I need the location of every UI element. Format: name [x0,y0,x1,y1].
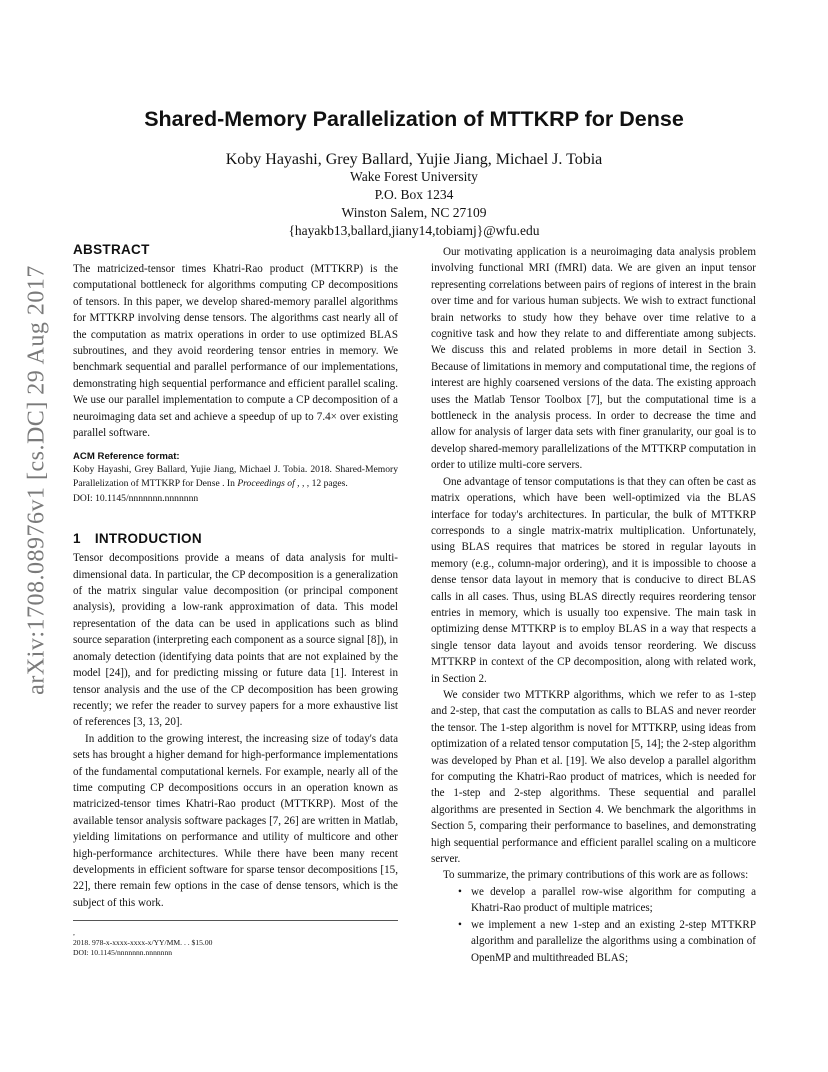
bullet-icon: • [458,886,462,898]
body-paragraph-motivation: Our motivating application is a neuroimaging data analysis problem involving functional MRI (fMRI) data. We are given an input tensor representing correlations between pairs of regions of interest in the brain over time and for various human subjects. We wish to extract functional brain networks to study how they behave over time relative to a cognitive task and how they relate to and differentiate among subjects. We discuss this and related problems in more detail in Section 3. Because of limitations in memory and computational time, the regions of interest are highly coarsened versions of the data. The existing approach uses the Matlab Tensor Toolbox [7], but the computational time is a bottleneck in the analysis process. In order to decrease the time and allow for analysis of larger data sets with finer granularity, our goal is to develop shared-memory parallelizations of the MTTKRP computation in order to utilize multi-core servers. [431,246,756,472]
abstract-heading: ABSTRACT [73,242,150,257]
acm-reference-text [73,463,398,490]
acm-reference-citation: Koby Hayashi, Grey Ballard, Yujie Jiang, Michael J. Tobia. 2018. Shared-Memory Parallelization of MTTKRP for Dense . In [73,464,398,490]
arxiv-identifier-text: arXiv:1708.08976v1 [cs.DC] 29 Aug 2017 [23,265,50,695]
intro-section-number: 1 [73,531,81,547]
footnote-copyright: 2018. 978-x-xxxx-xxxx-x/YY/MM. . . $15.00 [73,938,213,947]
contribution-text: we develop a parallel row-wise algorithm for computing a Khatri-Rao product of multiple matrices; [471,886,756,915]
right-column [431,244,756,884]
arxiv-identifier [12,265,62,695]
contributions-list [431,884,756,966]
footnote [73,928,398,958]
abstract-text: The matricized-tensor times Khatri-Rao product (MTTKRP) is the computational bottleneck for algorithms computing CP decompositions of tensors. In this paper, we develop shared-memory parallel algorithms for MTTKRP involving dense tensors. The algorithms cast nearly all of the computation as matrix operations in order to use optimized BLAS subroutines, and they avoid reordering tensor entries in memory. We benchmark sequential and parallel performance of our implementations, demonstrating high sequential performance and efficient parallel scaling. We use our parallel implementation to compute a CP decomposition of a neuroimaging data set and achieve a speedup of up to 7.4× over existing parallel software. [73,263,398,440]
footnote-doi: DOI: 10.1145/nnnnnnn.nnnnnnn [73,948,173,957]
footnote-divider [73,920,398,921]
body-paragraph-algorithms: We consider two MTTKRP algorithms, which we refer to as 1-step and 2-step, that cast the computation as calls to BLAS and never reorder the tensor. The 1-step algorithm is novel for MTTKRP, using ideas from optimization of a related tensor computation [5, 14]; the 2-step algorithm was developed by Phan et al. [19]. We also develop a parallel algorithm for computing the Khatri-Rao product of matrices, which is needed for the 1-step and 2-step algorithms. These sequential and parallel algorithms are presented in Section 4. We benchmark the algorithms in Section 5, comparing their performance to baselines, and demonstrating high sequential performance and efficient parallel scaling on a multicore server. [431,688,756,866]
bullet-icon: • [458,918,462,931]
list-item [431,917,756,966]
author-list: Koby Hayashi, Grey Ballard, Yujie Jiang, Michael J. Tobia [225,151,603,168]
acm-reference-proceedings: Proceedings of , , , [237,478,310,490]
paper-title: Shared-Memory Parallelization of MTTKRP for Dense [144,107,684,131]
affiliation-email: {hayakb13,ballard,jiany14,tobiamj}@wfu.edu [288,223,540,238]
intro-paragraph-2: In addition to the growing interest, the increasing size of today's data sets has brought a higher demand for high-performance implementations of the fundamental computational kernels. For example, nearly all of the time computing CP decompositions occurs in an operation known as matricized-tensor times Khatri-Rao product (MTTKRP). Most of the available tensor analysis software packages [7, 26] are written in Matlab, yielding limitations on performance and utility of multicore and other high-performance architectures. While there have been many recent developments in efficient software for sparse tensor decompositions [15, 22], there remain few options in the case of dense tensors, which is the subject of this work. [73,732,398,909]
intro-paragraph-1: Tensor decompositions provide a means of data analysis for multi-dimensional data. In particular, the CP decomposition is a generalization of the matrix singular value decomposition (or principal component analysis), providing a low-rank approximation of data. This model representation of the data can be used in applications such as blind source separation (interpreting each component as a source signal [8]), in anomaly detection (identifying data points that are not explained by the model [24]), and for predicting missing or future data [1]. Interest in tensor analysis and the use of the CP decomposition has been growing recently; we refer the reader to survey papers for a more exhaustive list of references [3, 13, 20]. [73,552,398,729]
footnote-mark: , [73,928,75,937]
acm-reference-heading: ACM Reference format: [73,451,180,463]
acm-reference-pages: 12 pages. [309,478,348,490]
body-paragraph-summary: To summarize, the primary contributions of this work are as follows: [443,869,749,882]
list-item [431,884,756,917]
body-paragraph-blas: One advantage of tensor computations is that they can often be cast as matrix operations, which have been well-optimized via the BLAS interface for today's architectures. In particular, the bulk of MTTKRP corresponds to a single matrix-matrix multiplication. Unfortunately, using BLAS requires that matrices be stored in regular layouts in memory (e.g., column-major ordering), and it is impossible to choose a dense tensor data layout in memory that is conducive to direct BLAS calls in all cases. Thus, using BLAS directly requires reordering tensor entries in memory, which is usually too expensive. The main task in optimizing dense MTTKRP is to employ BLAS in a way that respects a single tensor data layout and avoids tensor reordering. We discuss MTTKRP in context of the CP decomposition, along with related work, in Section 2. [431,475,756,685]
affiliation-block [0,168,828,240]
intro-heading [73,531,398,546]
affiliation-city: Winston Salem, NC 27109 [341,205,487,220]
contribution-text: we implement a new 1-step and an existing 2-step MTTKRP algorithm and parallelize the algorithms using a combination of OpenMP and multithreaded BLAS; [471,918,756,964]
affiliation-address: P.O. Box 1234 [374,187,454,202]
intro-section-title: INTRODUCTION [94,531,202,547]
acm-reference-doi: DOI: 10.1145/nnnnnnn.nnnnnnn [73,492,199,504]
affiliation-institution: Wake Forest University [350,169,478,184]
left-column [73,242,398,911]
